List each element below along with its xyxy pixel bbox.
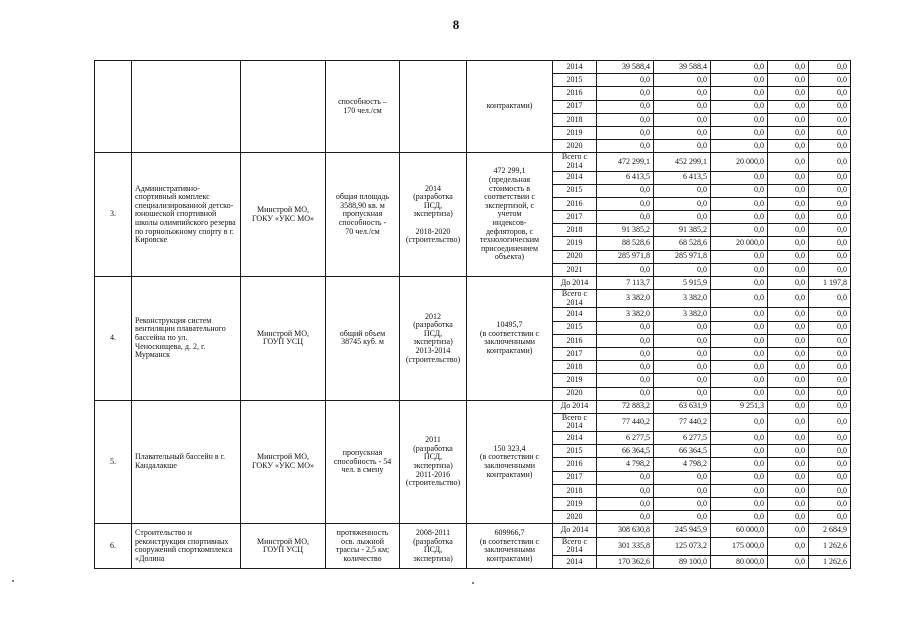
year-cell: 2015	[553, 321, 597, 334]
other-sources: 0,0	[809, 113, 851, 126]
total-amount: 0,0	[597, 484, 654, 497]
regional-budget: 0,0	[654, 100, 711, 113]
regional-budget: 0,0	[654, 334, 711, 347]
regional-budget: 77 440,2	[654, 413, 711, 431]
total-amount: 308 630,8	[597, 524, 654, 537]
table-row	[95, 524, 851, 537]
regional-budget: 285 971,8	[654, 250, 711, 263]
regional-budget: 0,0	[654, 87, 711, 100]
regional-budget: 0,0	[654, 498, 711, 511]
year-cell: 2017	[553, 211, 597, 224]
federal-budget: 0,0	[711, 432, 768, 445]
year-cell: 2016	[553, 197, 597, 210]
municipal-budget: 0,0	[768, 277, 809, 290]
total-amount: 301 335,8	[597, 537, 654, 555]
regional-budget: 125 073,2	[654, 537, 711, 555]
municipal-budget: 0,0	[768, 361, 809, 374]
municipal-budget: 0,0	[768, 74, 809, 87]
total-amount: 0,0	[597, 74, 654, 87]
federal-budget: 0,0	[711, 277, 768, 290]
federal-budget: 0,0	[711, 171, 768, 184]
regional-budget: 66 364,5	[654, 445, 711, 458]
federal-budget: 0,0	[711, 74, 768, 87]
municipal-budget: 0,0	[768, 263, 809, 276]
other-sources: 1 262,6	[809, 555, 851, 568]
other-sources: 0,0	[809, 61, 851, 74]
federal-budget: 0,0	[711, 361, 768, 374]
customer-name: Минстрой МО, ГОУП УСЦ	[241, 524, 326, 569]
total-amount: 66 364,5	[597, 445, 654, 458]
total-amount: 91 385,2	[597, 224, 654, 237]
year-cell: 2014	[553, 555, 597, 568]
federal-budget: 0,0	[711, 321, 768, 334]
year-cell: 2017	[553, 347, 597, 360]
municipal-budget: 0,0	[768, 197, 809, 210]
regional-budget: 0,0	[654, 321, 711, 334]
federal-budget: 0,0	[711, 387, 768, 400]
total-amount: 472 299,1	[597, 153, 654, 171]
municipal-budget: 0,0	[768, 400, 809, 413]
regional-budget: 3 382,0	[654, 290, 711, 308]
total-amount: 88 528,6	[597, 237, 654, 250]
federal-budget: 80 000,0	[711, 555, 768, 568]
item-number: 6.	[95, 524, 132, 569]
regional-budget: 91 385,2	[654, 224, 711, 237]
construction-period: 2008-2011 (разработка ПСД, экспертиза)	[400, 524, 467, 569]
year-cell: 2018	[553, 224, 597, 237]
object-name	[132, 61, 241, 153]
municipal-budget: 0,0	[768, 334, 809, 347]
year-cell: 2019	[553, 374, 597, 387]
year-cell: До 2014	[553, 524, 597, 537]
municipal-budget: 0,0	[768, 347, 809, 360]
federal-budget: 0,0	[711, 347, 768, 360]
other-sources: 0,0	[809, 511, 851, 524]
municipal-budget: 0,0	[768, 250, 809, 263]
item-number	[95, 61, 132, 153]
year-cell: 2014	[553, 308, 597, 321]
federal-budget: 0,0	[711, 140, 768, 153]
municipal-budget: 0,0	[768, 61, 809, 74]
estimated-cost: 150 323,4 (в соответствии с заключенными контрактами)	[467, 400, 553, 524]
construction-period: 2014 (разработка ПСД, экспертиза) 2018-2020 (строительство)	[400, 153, 467, 277]
total-amount: 0,0	[597, 361, 654, 374]
federal-budget: 0,0	[711, 100, 768, 113]
object-name: Административно-спортивный комплекс специализированной детско-юношеской спортивной школы олимпийского резерва по горнолыжному спорту в г. Кировске	[132, 153, 241, 277]
federal-budget: 0,0	[711, 511, 768, 524]
other-sources: 0,0	[809, 74, 851, 87]
federal-budget: 0,0	[711, 126, 768, 139]
municipal-budget: 0,0	[768, 387, 809, 400]
year-cell: Всего с 2014	[553, 413, 597, 431]
year-cell: 2020	[553, 511, 597, 524]
federal-budget: 9 251,3	[711, 400, 768, 413]
regional-budget: 0,0	[654, 74, 711, 87]
regional-budget: 245 945,9	[654, 524, 711, 537]
municipal-budget: 0,0	[768, 87, 809, 100]
object-capacity: способность – 170 чел./см	[326, 61, 400, 153]
other-sources: 0,0	[809, 126, 851, 139]
total-amount: 0,0	[597, 347, 654, 360]
customer-name	[241, 61, 326, 153]
municipal-budget: 0,0	[768, 126, 809, 139]
year-cell: 2014	[553, 432, 597, 445]
municipal-budget: 0,0	[768, 484, 809, 497]
federal-budget: 0,0	[711, 113, 768, 126]
construction-period: 2011 (разработка ПСД, экспертиза) 2011-2016 (строительство)	[400, 400, 467, 524]
regional-budget: 0,0	[654, 347, 711, 360]
year-cell: 2020	[553, 140, 597, 153]
other-sources: 0,0	[809, 250, 851, 263]
regional-budget: 0,0	[654, 126, 711, 139]
regional-budget: 68 528,6	[654, 237, 711, 250]
other-sources: 0,0	[809, 458, 851, 471]
total-amount: 0,0	[597, 113, 654, 126]
federal-budget: 0,0	[711, 374, 768, 387]
municipal-budget: 0,0	[768, 140, 809, 153]
regional-budget: 6 277,5	[654, 432, 711, 445]
municipal-budget: 0,0	[768, 153, 809, 171]
municipal-budget: 0,0	[768, 498, 809, 511]
other-sources: 0,0	[809, 445, 851, 458]
municipal-budget: 0,0	[768, 184, 809, 197]
year-cell: 2015	[553, 445, 597, 458]
year-cell: 2016	[553, 87, 597, 100]
other-sources: 0,0	[809, 171, 851, 184]
year-cell: 2019	[553, 126, 597, 139]
municipal-budget: 0,0	[768, 171, 809, 184]
object-capacity: пропускная способность - 54 чел. в смену	[326, 400, 400, 524]
federal-budget: 20 000,0	[711, 237, 768, 250]
total-amount: 0,0	[597, 263, 654, 276]
federal-budget: 0,0	[711, 250, 768, 263]
regional-budget: 0,0	[654, 140, 711, 153]
table-row	[95, 400, 851, 413]
regional-budget: 0,0	[654, 484, 711, 497]
municipal-budget: 0,0	[768, 537, 809, 555]
total-amount: 39 588,4	[597, 61, 654, 74]
municipal-budget: 0,0	[768, 413, 809, 431]
table-row	[95, 153, 851, 171]
year-cell: 2016	[553, 458, 597, 471]
regional-budget: 0,0	[654, 471, 711, 484]
total-amount: 0,0	[597, 498, 654, 511]
regional-budget: 0,0	[654, 184, 711, 197]
federal-budget: 0,0	[711, 458, 768, 471]
regional-budget: 0,0	[654, 197, 711, 210]
municipal-budget: 0,0	[768, 432, 809, 445]
table-row	[95, 61, 851, 74]
table-row	[95, 277, 851, 290]
federal-budget: 0,0	[711, 498, 768, 511]
other-sources: 0,0	[809, 374, 851, 387]
customer-name: Минстрой МО, ГОКУ «УКС МО»	[241, 400, 326, 524]
year-cell: 2015	[553, 184, 597, 197]
other-sources: 0,0	[809, 321, 851, 334]
regional-budget: 0,0	[654, 387, 711, 400]
other-sources: 0,0	[809, 184, 851, 197]
total-amount: 0,0	[597, 184, 654, 197]
year-cell: Всего с 2014	[553, 290, 597, 308]
year-cell: 2020	[553, 387, 597, 400]
total-amount: 0,0	[597, 197, 654, 210]
other-sources: 0,0	[809, 237, 851, 250]
federal-budget: 20 000,0	[711, 153, 768, 171]
municipal-budget: 0,0	[768, 471, 809, 484]
total-amount: 0,0	[597, 87, 654, 100]
other-sources: 0,0	[809, 387, 851, 400]
federal-budget: 0,0	[711, 413, 768, 431]
federal-budget: 0,0	[711, 471, 768, 484]
federal-budget: 0,0	[711, 334, 768, 347]
year-cell: 2018	[553, 361, 597, 374]
federal-budget: 0,0	[711, 290, 768, 308]
other-sources: 0,0	[809, 400, 851, 413]
other-sources: 0,0	[809, 432, 851, 445]
total-amount: 0,0	[597, 126, 654, 139]
year-cell: До 2014	[553, 400, 597, 413]
other-sources: 0,0	[809, 100, 851, 113]
federal-budget: 60 000,0	[711, 524, 768, 537]
year-cell: 2016	[553, 334, 597, 347]
total-amount: 0,0	[597, 511, 654, 524]
customer-name: Минстрой МО, ГОУП УСЦ	[241, 277, 326, 401]
other-sources: 0,0	[809, 308, 851, 321]
object-capacity: общий объем 38745 куб. м	[326, 277, 400, 401]
other-sources: 0,0	[809, 347, 851, 360]
federal-budget: 0,0	[711, 484, 768, 497]
other-sources: 0,0	[809, 263, 851, 276]
year-cell: 2021	[553, 263, 597, 276]
year-cell: 2020	[553, 250, 597, 263]
other-sources: 0,0	[809, 87, 851, 100]
total-amount: 72 883,2	[597, 400, 654, 413]
construction-period	[400, 61, 467, 153]
total-amount: 0,0	[597, 321, 654, 334]
other-sources: 0,0	[809, 484, 851, 497]
year-cell: 2017	[553, 471, 597, 484]
federal-budget: 0,0	[711, 224, 768, 237]
year-cell: До 2014	[553, 277, 597, 290]
other-sources: 0,0	[809, 140, 851, 153]
federal-budget: 175 000,0	[711, 537, 768, 555]
other-sources: 0,0	[809, 211, 851, 224]
item-number: 3.	[95, 153, 132, 277]
year-cell: 2019	[553, 237, 597, 250]
page-mark	[12, 580, 14, 582]
regional-budget: 89 100,0	[654, 555, 711, 568]
estimated-cost: 10495,7 (в соответствии с заключенными контрактами)	[467, 277, 553, 401]
regional-budget: 6 413,5	[654, 171, 711, 184]
regional-budget: 39 588,4	[654, 61, 711, 74]
item-number: 4.	[95, 277, 132, 401]
total-amount: 0,0	[597, 140, 654, 153]
year-cell: Всего с 2014	[553, 537, 597, 555]
other-sources: 0,0	[809, 224, 851, 237]
regional-budget: 3 382,0	[654, 308, 711, 321]
regional-budget: 0,0	[654, 263, 711, 276]
total-amount: 4 798,2	[597, 458, 654, 471]
municipal-budget: 0,0	[768, 290, 809, 308]
total-amount: 77 440,2	[597, 413, 654, 431]
object-capacity: общая площадь 3588,90 кв. м пропускная способность - 70 чел./см	[326, 153, 400, 277]
customer-name: Минстрой МО, ГОКУ «УКС МО»	[241, 153, 326, 277]
other-sources: 2 684,9	[809, 524, 851, 537]
funding-table	[94, 60, 851, 569]
total-amount: 0,0	[597, 334, 654, 347]
federal-budget: 0,0	[711, 445, 768, 458]
object-capacity: протяженность осв. лыжной трассы - 2,5 км; количество	[326, 524, 400, 569]
year-cell: 2018	[553, 113, 597, 126]
object-name: Строительство и реконструкция спортивных сооружений спорткомплекса «Долина	[132, 524, 241, 569]
municipal-budget: 0,0	[768, 211, 809, 224]
federal-budget: 0,0	[711, 61, 768, 74]
federal-budget: 0,0	[711, 184, 768, 197]
municipal-budget: 0,0	[768, 224, 809, 237]
regional-budget: 5 915,9	[654, 277, 711, 290]
total-amount: 0,0	[597, 374, 654, 387]
municipal-budget: 0,0	[768, 321, 809, 334]
funding-table-body	[95, 61, 851, 569]
estimated-cost: 609966,7 (в соответствии с заключенными контрактами)	[467, 524, 553, 569]
regional-budget: 4 798,2	[654, 458, 711, 471]
other-sources: 1 197,8	[809, 277, 851, 290]
other-sources: 0,0	[809, 498, 851, 511]
year-cell: 2014	[553, 171, 597, 184]
other-sources: 0,0	[809, 197, 851, 210]
federal-budget: 0,0	[711, 211, 768, 224]
other-sources: 0,0	[809, 413, 851, 431]
other-sources: 0,0	[809, 334, 851, 347]
year-cell: 2017	[553, 100, 597, 113]
page-mark	[472, 582, 474, 584]
municipal-budget: 0,0	[768, 308, 809, 321]
municipal-budget: 0,0	[768, 100, 809, 113]
object-name: Реконструкция систем вентиляции плавательного бассейна по ул. Ченоскищева, д. 2, г. Мурманск	[132, 277, 241, 401]
year-cell: 2019	[553, 498, 597, 511]
municipal-budget: 0,0	[768, 237, 809, 250]
total-amount: 170 362,6	[597, 555, 654, 568]
object-name: Плавательный бассейн в г. Кандалакше	[132, 400, 241, 524]
item-number: 5.	[95, 400, 132, 524]
construction-period: 2012 (разработка ПСД, экспертиза) 2013-2014 (строительство)	[400, 277, 467, 401]
regional-budget: 0,0	[654, 113, 711, 126]
federal-budget: 0,0	[711, 87, 768, 100]
municipal-budget: 0,0	[768, 555, 809, 568]
total-amount: 0,0	[597, 471, 654, 484]
total-amount: 0,0	[597, 100, 654, 113]
regional-budget: 63 631,9	[654, 400, 711, 413]
municipal-budget: 0,0	[768, 524, 809, 537]
municipal-budget: 0,0	[768, 458, 809, 471]
total-amount: 6 413,5	[597, 171, 654, 184]
regional-budget: 0,0	[654, 511, 711, 524]
other-sources: 0,0	[809, 471, 851, 484]
year-cell: 2015	[553, 74, 597, 87]
regional-budget: 0,0	[654, 361, 711, 374]
municipal-budget: 0,0	[768, 445, 809, 458]
municipal-budget: 0,0	[768, 374, 809, 387]
municipal-budget: 0,0	[768, 113, 809, 126]
year-cell: 2014	[553, 61, 597, 74]
total-amount: 0,0	[597, 211, 654, 224]
estimated-cost: контрактами)	[467, 61, 553, 153]
municipal-budget: 0,0	[768, 511, 809, 524]
total-amount: 7 113,7	[597, 277, 654, 290]
regional-budget: 0,0	[654, 211, 711, 224]
year-cell: Всего с 2014	[553, 153, 597, 171]
federal-budget: 0,0	[711, 308, 768, 321]
regional-budget: 452 299,1	[654, 153, 711, 171]
federal-budget: 0,0	[711, 263, 768, 276]
other-sources: 0,0	[809, 290, 851, 308]
other-sources: 1 262,6	[809, 537, 851, 555]
total-amount: 3 382,0	[597, 308, 654, 321]
regional-budget: 0,0	[654, 374, 711, 387]
other-sources: 0,0	[809, 361, 851, 374]
other-sources: 0,0	[809, 153, 851, 171]
year-cell: 2018	[553, 484, 597, 497]
total-amount: 3 382,0	[597, 290, 654, 308]
total-amount: 6 277,5	[597, 432, 654, 445]
federal-budget: 0,0	[711, 197, 768, 210]
total-amount: 0,0	[597, 387, 654, 400]
total-amount: 285 971,8	[597, 250, 654, 263]
page-number: 8	[452, 17, 460, 32]
estimated-cost: 472 299,1 (предельная стоимость в соответствии с экспертизой, с учетом индексов- дефляторов, с технологическим присоединением объекта)	[467, 153, 553, 277]
